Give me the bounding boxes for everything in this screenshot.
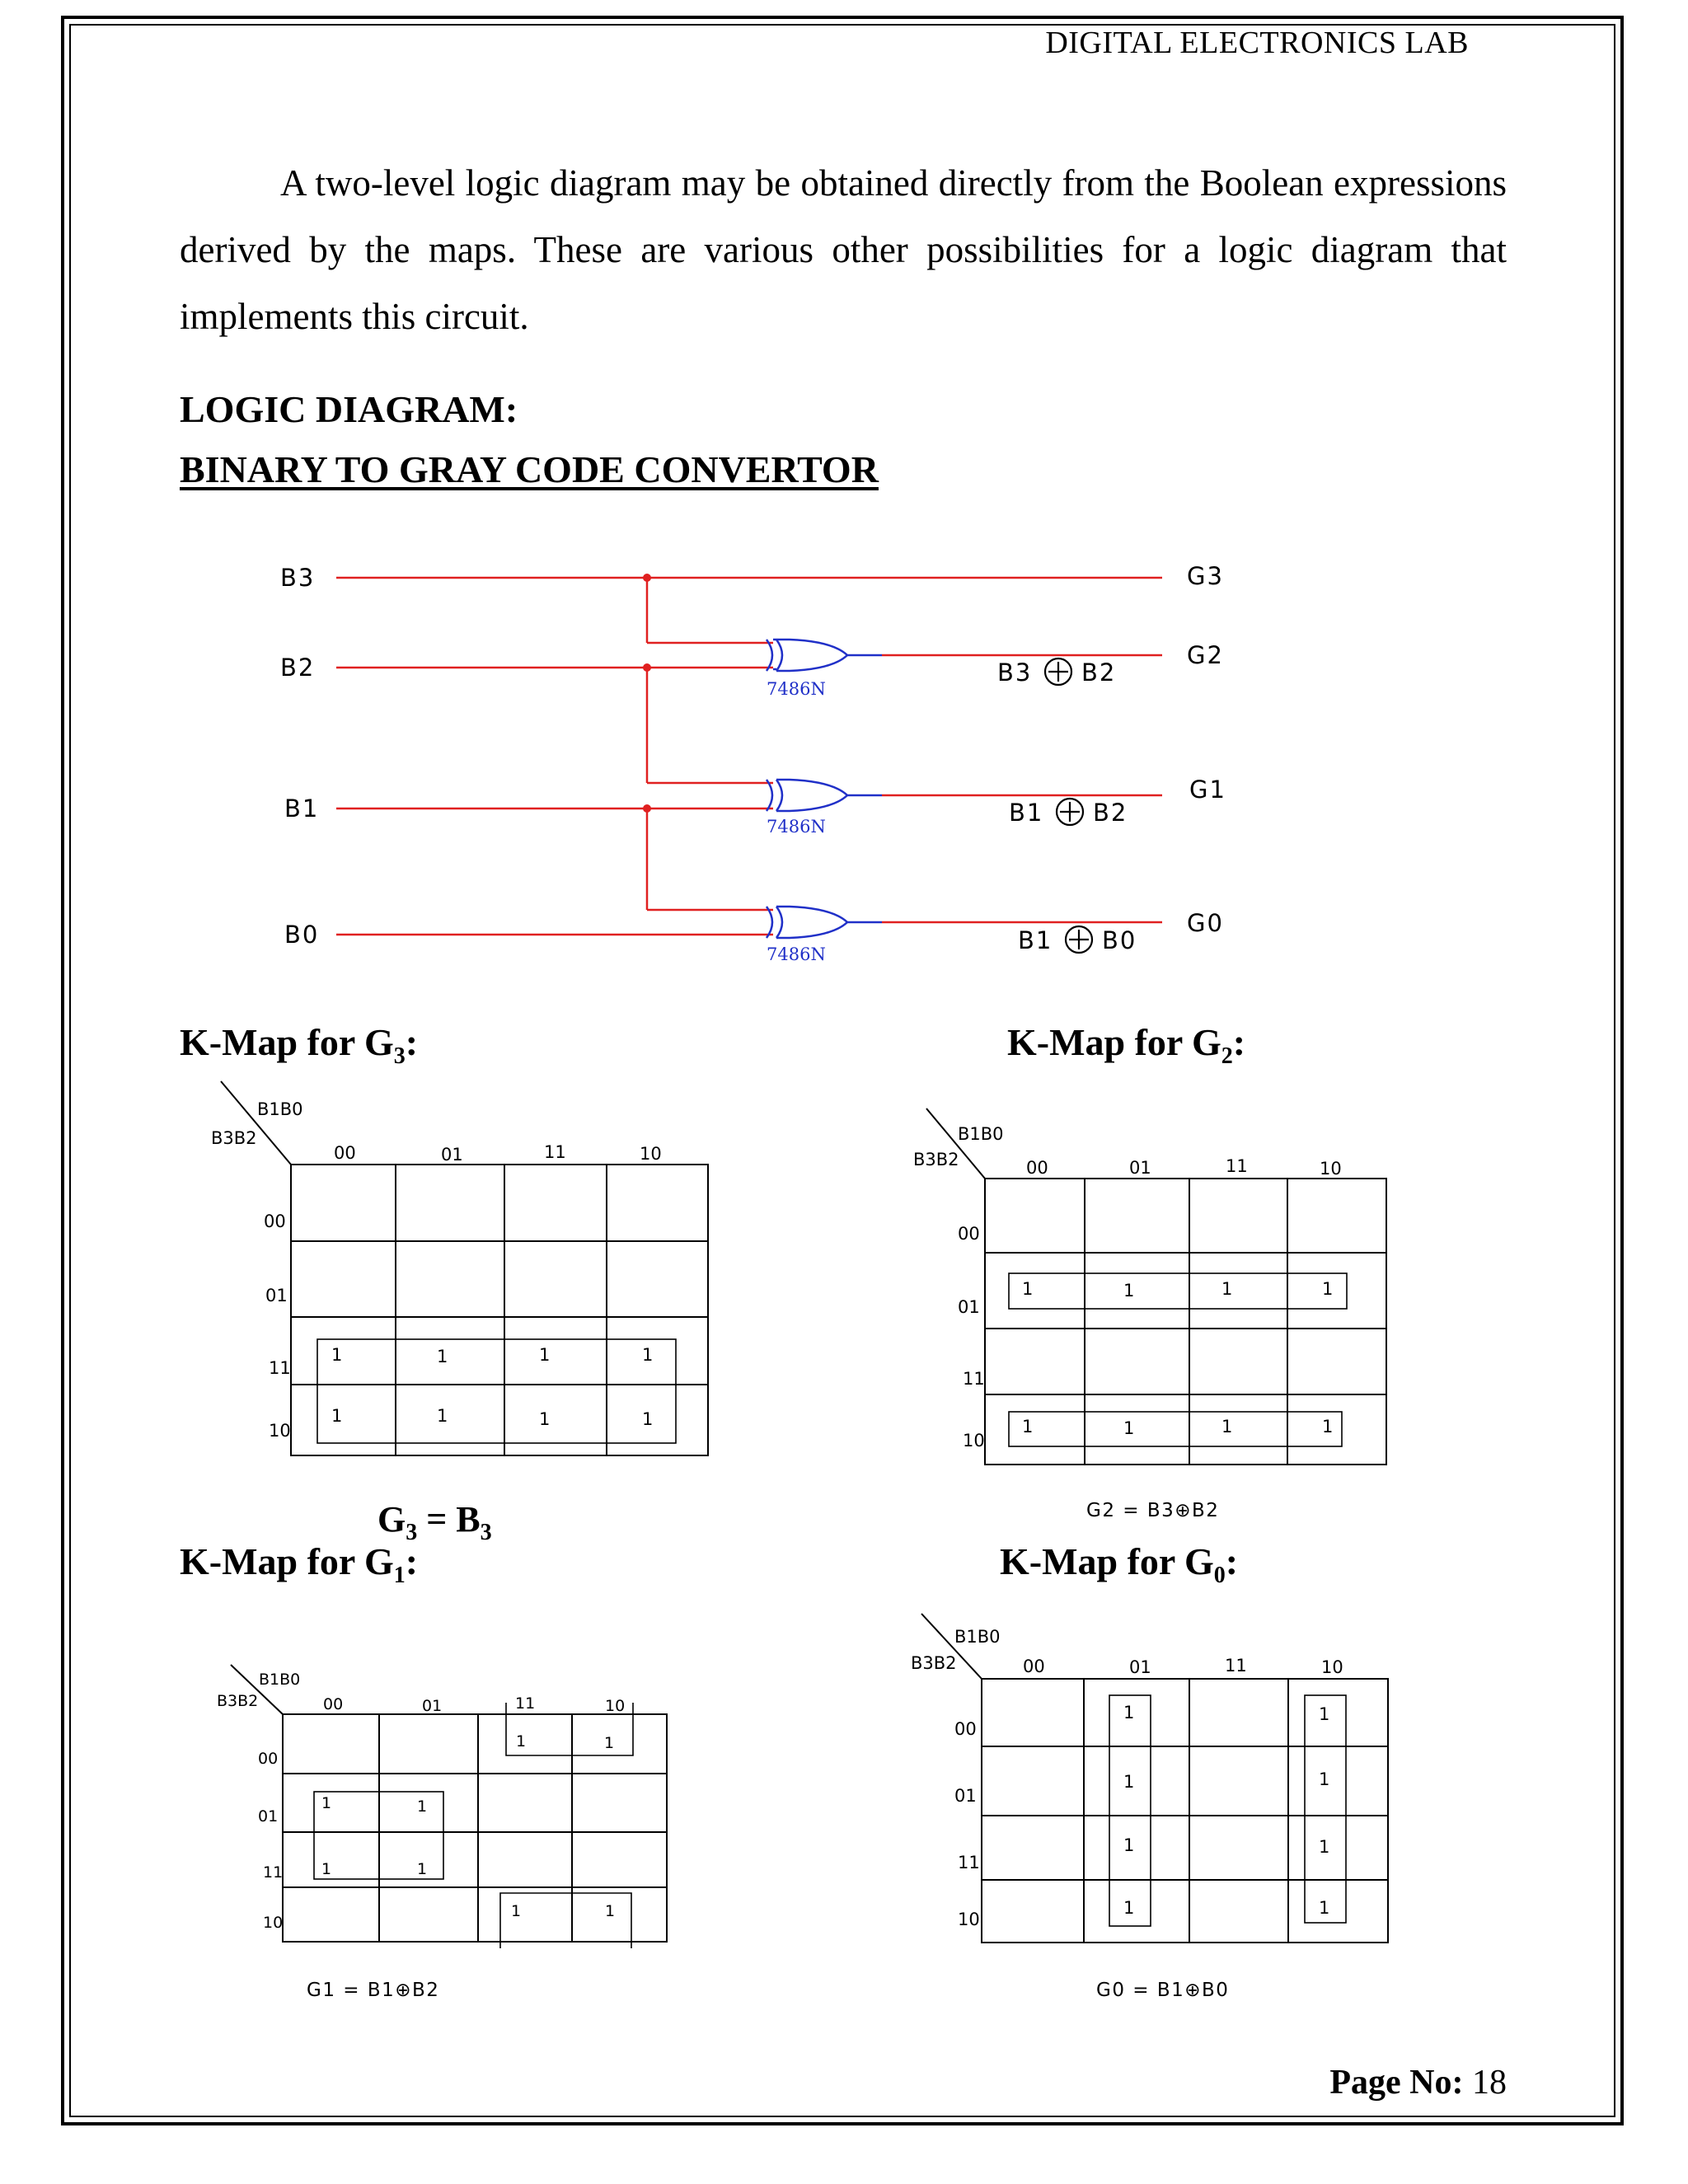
kmap-col-label: 00 bbox=[1026, 1158, 1048, 1178]
kmap-cell-one: 1 bbox=[321, 1794, 332, 1812]
input-label-b1: B1 bbox=[284, 794, 320, 823]
kmap-cell-one: 1 bbox=[1319, 1769, 1330, 1789]
expr-left: B3 bbox=[997, 658, 1033, 687]
kmap-cell-one: 1 bbox=[511, 1902, 522, 1920]
kmap-corner-row: B3B2 bbox=[913, 1150, 959, 1169]
kmap-corner-row: B3B2 bbox=[911, 1653, 957, 1673]
kmap-g1-title: K-Map for $G_1$: bbox=[180, 1540, 419, 1589]
kmap-cell-one: 1 bbox=[1221, 1417, 1233, 1436]
kmap-row-label: 11 bbox=[269, 1358, 291, 1378]
input-label-b3: B3 bbox=[280, 564, 316, 592]
input-label-b2: B2 bbox=[280, 654, 316, 682]
g3-equation: $G_3 = B_3$ bbox=[377, 1499, 492, 1545]
expr-right: B2 bbox=[1081, 658, 1117, 687]
kmap-col-label: 10 bbox=[1320, 1159, 1342, 1179]
section-subheading: BINARY TO GRAY CODE CONVERTOR bbox=[180, 448, 879, 490]
kmap-cell-one: 1 bbox=[604, 1734, 615, 1752]
kmap-cell-one: 1 bbox=[1123, 1703, 1135, 1722]
kmap-g2-equation: G2 = B3⊕B2 bbox=[1086, 1500, 1220, 1521]
kmap-corner-col: B1B0 bbox=[257, 1099, 303, 1119]
kmap-row-label: 01 bbox=[954, 1786, 977, 1806]
kmap-cell-one: 1 bbox=[1319, 1898, 1330, 1918]
kmap-cell-one: 1 bbox=[1022, 1279, 1034, 1299]
output-label-g0: G0 bbox=[1187, 909, 1224, 937]
kmap-row-label: 00 bbox=[954, 1719, 977, 1739]
kmap-cell-one: 1 bbox=[321, 1860, 332, 1878]
kmap-col-label: 11 bbox=[1226, 1156, 1248, 1176]
kmap-g2-title: K-Map for $G_2$: bbox=[1007, 1021, 1246, 1070]
kmap-cell-one: 1 bbox=[1319, 1704, 1330, 1724]
kmap-corner-col: B1B0 bbox=[958, 1124, 1004, 1144]
kmap-cell-one: 1 bbox=[1123, 1418, 1135, 1438]
kmap-cell-one: 1 bbox=[539, 1345, 551, 1365]
kmap-cell-one: 1 bbox=[1022, 1417, 1034, 1436]
kmap-row-label: 11 bbox=[958, 1853, 980, 1872]
gate-part-label: 7486N bbox=[767, 679, 826, 699]
kmap-cell-one: 1 bbox=[437, 1347, 448, 1366]
kmap-row-label: 10 bbox=[963, 1431, 985, 1451]
intro-paragraph: A two-level logic diagram may be obtained directly from the Boolean expressions derived by the maps. These are various other possibilities for a logic diagram that implements this circuit. bbox=[180, 162, 1507, 337]
gate-part-label: 7486N bbox=[767, 817, 826, 837]
kmap-col-label: 01 bbox=[422, 1697, 443, 1715]
kmap-cell-one: 1 bbox=[417, 1860, 428, 1878]
output-label-g1: G1 bbox=[1189, 776, 1226, 804]
expr-right: B2 bbox=[1093, 799, 1128, 827]
kmap-row-label: 10 bbox=[269, 1421, 291, 1441]
kmap-cell-one: 1 bbox=[437, 1406, 448, 1426]
page-number: Page No: 18 bbox=[1329, 2064, 1507, 2102]
kmap-cell-one: 1 bbox=[516, 1732, 527, 1750]
running-header: DIGITAL ELECTRONICS LAB bbox=[1045, 26, 1469, 60]
kmap-cell-one: 1 bbox=[1322, 1417, 1334, 1436]
kmap-cell-one: 1 bbox=[642, 1409, 654, 1429]
kmap-cell-one: 1 bbox=[1319, 1837, 1330, 1857]
kmap-g3-title: K-Map for $G_3$: bbox=[180, 1021, 419, 1070]
kmap-row-label: 00 bbox=[258, 1750, 279, 1768]
kmap-cell-one: 1 bbox=[1123, 1898, 1135, 1918]
kmap-row-label: 00 bbox=[264, 1212, 286, 1231]
kmap-row-label: 01 bbox=[958, 1297, 980, 1317]
output-label-g3: G3 bbox=[1187, 562, 1224, 590]
input-label-b0: B0 bbox=[284, 921, 320, 949]
section-heading: LOGIC DIAGRAM: bbox=[180, 388, 518, 430]
kmap-col-label: 01 bbox=[1129, 1158, 1151, 1178]
kmap-row-label: 11 bbox=[963, 1369, 985, 1389]
kmap-col-label: 00 bbox=[334, 1143, 356, 1163]
kmap-cell-one: 1 bbox=[331, 1406, 343, 1426]
kmap-corner-col: B1B0 bbox=[259, 1671, 301, 1689]
kmap-cell-one: 1 bbox=[1123, 1772, 1135, 1792]
kmap-col-label: 00 bbox=[1023, 1657, 1045, 1676]
kmap-g1-equation: G1 = B1⊕B2 bbox=[307, 1980, 440, 2001]
kmap-col-label: 11 bbox=[515, 1694, 536, 1713]
kmap-corner-row: B3B2 bbox=[217, 1692, 259, 1710]
kmap-cell-one: 1 bbox=[642, 1345, 654, 1365]
kmap-row-label: 01 bbox=[265, 1286, 288, 1305]
kmap-col-label: 00 bbox=[323, 1695, 344, 1713]
kmap-col-label: 01 bbox=[1129, 1657, 1151, 1677]
kmap-cell-one: 1 bbox=[331, 1345, 343, 1365]
kmap-row-label: 01 bbox=[258, 1807, 279, 1825]
kmap-row-label: 00 bbox=[958, 1224, 980, 1244]
expr-right: B0 bbox=[1102, 926, 1137, 954]
gate-part-label: 7486N bbox=[767, 944, 826, 964]
kmap-col-label: 10 bbox=[605, 1697, 626, 1715]
kmap-row-label: 10 bbox=[958, 1910, 980, 1929]
expr-left: B1 bbox=[1009, 799, 1044, 827]
kmap-col-label: 10 bbox=[1321, 1657, 1343, 1677]
kmap-cell-one: 1 bbox=[1123, 1281, 1135, 1301]
kmap-corner-row: B3B2 bbox=[211, 1128, 257, 1148]
output-label-g2: G2 bbox=[1187, 641, 1224, 669]
kmap-corner-col: B1B0 bbox=[954, 1627, 1001, 1647]
kmap-g0-title: K-Map for $G_0$: bbox=[1000, 1540, 1239, 1589]
kmap-col-label: 11 bbox=[544, 1142, 566, 1162]
kmap-cell-one: 1 bbox=[1221, 1279, 1233, 1299]
kmap-row-label: 10 bbox=[263, 1914, 284, 1932]
kmap-row-label: 11 bbox=[263, 1863, 284, 1882]
kmap-cell-one: 1 bbox=[1123, 1835, 1135, 1855]
kmap-col-label: 10 bbox=[640, 1144, 662, 1164]
kmap-cell-one: 1 bbox=[417, 1797, 428, 1816]
kmap-cell-one: 1 bbox=[605, 1902, 616, 1920]
kmap-col-label: 11 bbox=[1225, 1656, 1247, 1675]
kmap-g0-equation: G0 = B1⊕B0 bbox=[1096, 1980, 1230, 2001]
expr-left: B1 bbox=[1018, 926, 1053, 954]
kmap-col-label: 01 bbox=[441, 1145, 463, 1165]
kmap-cell-one: 1 bbox=[1322, 1279, 1334, 1299]
kmap-cell-one: 1 bbox=[539, 1409, 551, 1429]
